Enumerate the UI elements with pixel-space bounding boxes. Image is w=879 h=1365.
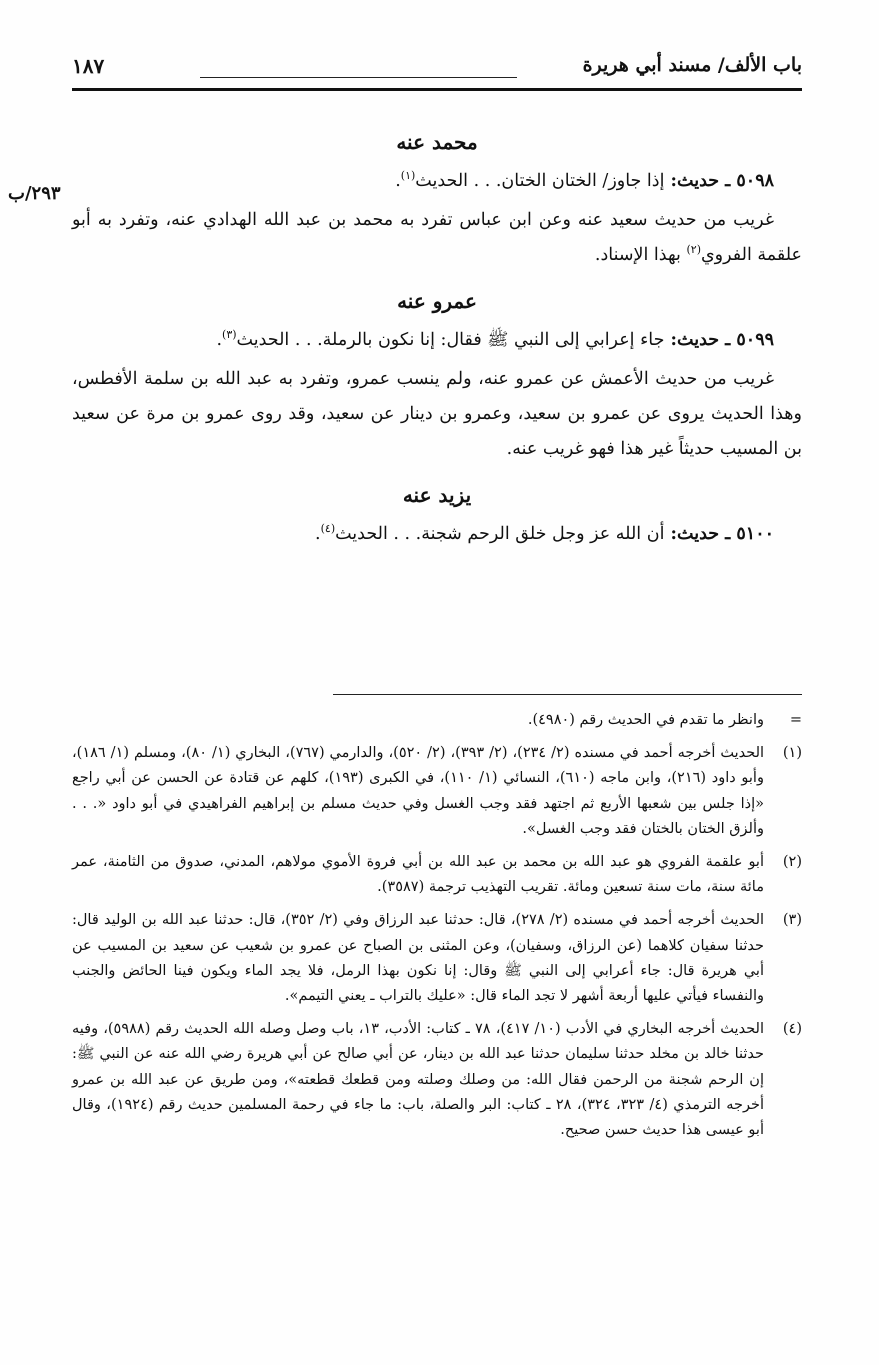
footnote xyxy=(72,850,802,900)
footnote-mark: (٢) xyxy=(782,854,802,871)
footnote-text: الحديث أخرجه أحمد في مسنده (٢/ ٢٧٨)، قال: حدثنا عبد الرزاق وفي (٢/ ٣٥٢)، قال: حدثنا عبد الله بن الوليد قال: حدثنا سفيان كلاهما (عن الرزاق، وسفيان)، وعن المثنى بن الصباح عن عمرو بن شعيب عن سعيد بن المسيب عن أبي هريرة قال: جاء أعرابي إلى النبي ﷺ وقال: إنا نكون بهذا الرمل، فلا يجد الماء ويكون فينا الحائض والجنب والنفساء فيأتي عليها أربعة أشهر لا تجد الماء قال: «عليك بالتراب ـ يعني التيمم». xyxy=(72,912,765,1005)
hadith-entry: ٥٠٩٩ ـ حديث: جاء إعرابي إلى النبي ﷺ فقال: إنا نكون بالرملة. . . الحديث$^{(٣)}$. xyxy=(216,328,774,350)
hadith-entry: ٥٠٩٨ ـ حديث: إذا جاوز/ الختان الختان. . . الحديث$^{(١)}$. xyxy=(395,169,774,191)
footnote-ref: (٢) xyxy=(686,243,701,257)
hadith-label: حديث xyxy=(677,171,720,191)
commentary: غريب من حديث الأعمش عن عمرو عنه، ولم ينسب عمرو، وتفرد به عبد الله بن سلمة الأفطس، وهذا الحديث يروى عن عمرو بن سعيد، وعمرو بن دينار عن سعيد، وقد روى عمرو بن مرة عن سعيد بن المسيب حديثاً غير هذا فهو غريب عنه. xyxy=(72,369,802,459)
hadith-label: حديث xyxy=(677,524,720,544)
hadith-number: ٥٠٩٨ xyxy=(736,171,774,191)
hadith-number: ٥٠٩٩ xyxy=(736,330,774,350)
commentary xyxy=(72,203,802,273)
footnote-mark: (١) xyxy=(782,745,802,762)
header-leader-line xyxy=(200,77,517,78)
main-text xyxy=(72,112,802,556)
hadith-text: أن الله عز وجل خلق الرحم شجنة. . . الحديث xyxy=(335,524,665,544)
running-header xyxy=(72,48,802,82)
footnote-text: الحديث أخرجه أحمد في مسنده (٢/ ٢٣٤)، (٢/ ٣٩٣)، (٢/ ٥٢٠)، والدارمي (٧٦٧)، البخاري (١/ ٨٠)، ومسلم (١/ ١٨٦)، وأبو داود (٢١٦)، وابن ماجه (٦١٠)، النسائي (١/ ١١٠)، في الكبرى (١٩٣)، كلهم عن قتادة عن الحسن عن أبي راجع «إذا جلس بين شعبها الأربع ثم اجتهد فقد وجب الغسل وفي حديث مسلم بن إبراهيم الفراهيدي في أبو داود «. . . وألزق الختان بالختان فقد وجب الغسل». xyxy=(72,745,765,837)
footnote-ref: (٤) xyxy=(320,522,336,536)
header-title: باب الألف/ مسند أبي هريرة xyxy=(582,54,802,76)
footnote-text: الحديث أخرجه البخاري في الأدب (١٠/ ٤١٧)، ٧٨ ـ كتاب: الأدب، ١٣، باب وصل وصله الله الحديث رقم (٥٩٨٨)، وفيه حدثنا خالد بن مخلد حدثنا سليمان حدثنا عبد الله بن دينار، عن أبي صالح عن أبي هريرة رضي الله عنه عن النبي ﷺ: إن الرحم شجنة من الرحمن فقال الله: من وصلك وصلته ومن قطعك قطعته»، ومن طريق عن عبد الله بن عمرو أخرجه الترمذي (٤/ ٣٢٣، ٣٢٤)، ٢٨ ـ كتاب: البر والصلة، باب: ما جاء في رحمة المسلمين حديث رقم (١٩٢٤)، وقال أبو عيسى هذا حديث حسن صحيح. xyxy=(72,1021,764,1139)
footnote-ref: (٣) xyxy=(222,328,237,342)
commentary-text: غريب من حديث سعيد عنه وعن ابن عباس تفرد به محمد بن عبد الله الهدادي عنه، وتفرد به أبو علقمة الفروي xyxy=(72,210,802,265)
page-number: ١٨٧ xyxy=(72,54,105,78)
footnote xyxy=(72,908,802,1009)
hadith-text: إذا جاوز/ الختان الختان. . . الحديث xyxy=(415,171,665,191)
footnote xyxy=(72,1017,802,1143)
hadith-label: حديث xyxy=(677,330,720,350)
footnote-mark: = xyxy=(789,712,802,728)
hadith-entry: ٥١٠٠ ـ حديث: أن الله عز وجل خلق الرحم شجنة. . . الحديث$^{(٤)}$. xyxy=(315,522,774,544)
footnote xyxy=(72,708,802,733)
footnote-text: أبو علقمة الفروي هو عبد الله بن محمد بن عبد الله بن أبي فروة الأموي مولاهم، المدني، صدوق من الثامنة، عمر مائة سنة، مات سنة تسعين ومائة. تقريب التهذيب ترجمة (٣٥٨٧). xyxy=(72,854,764,896)
header-rule xyxy=(72,88,802,91)
footnote-separator xyxy=(333,694,802,695)
section-heading: محمد عنه xyxy=(396,130,478,154)
footnote xyxy=(72,741,802,842)
footnote-ref: (١) xyxy=(400,169,416,183)
margin-manuscript-ref: ٢٩٣/ب xyxy=(8,183,61,204)
footnote-mark: (٣) xyxy=(782,912,802,929)
section-heading: عمرو عنه xyxy=(397,289,477,313)
footnotes xyxy=(72,708,802,1151)
footnote-mark: (٤) xyxy=(782,1021,802,1038)
hadith-text: جاء إعرابي إلى النبي ﷺ فقال: إنا نكون بالرملة. . . الحديث xyxy=(236,330,665,350)
section-heading: يزيد عنه xyxy=(402,483,472,507)
hadith-number: ٥١٠٠ xyxy=(736,524,774,544)
commentary-end: بهذا الإسناد. xyxy=(594,245,687,265)
footnote-text: وانظر ما تقدم في الحديث رقم (٤٩٨٠). xyxy=(527,712,764,728)
